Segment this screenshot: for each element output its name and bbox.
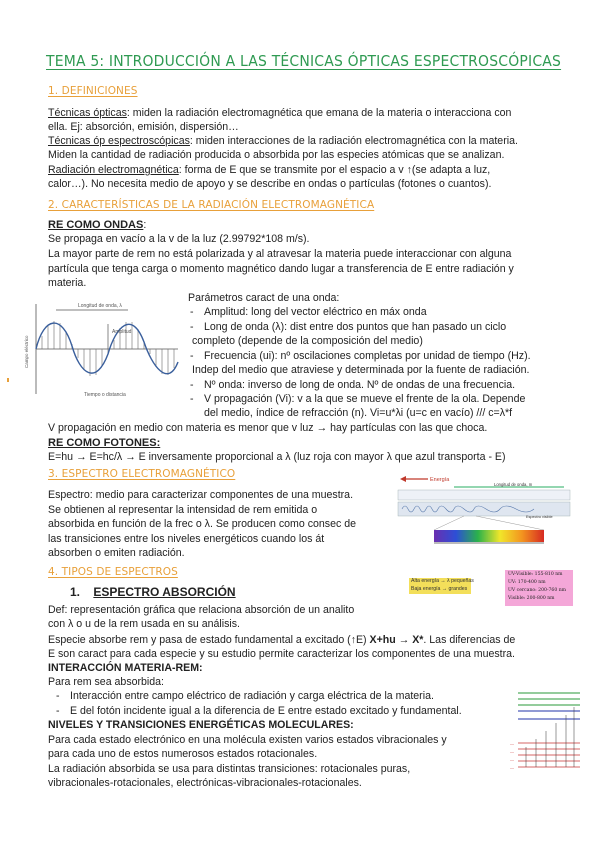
scale-bar <box>398 490 570 500</box>
absorcion-line-1: Def: representación gráfica que relaciona absorción de un analito <box>48 604 355 616</box>
ondas-line-1: Se propaga en vacío a la v de la luz (2.99792*108 m/s). <box>48 233 310 245</box>
def-line-4: Miden la cantidad de radiación producida o absorbida por las especies atómicas que se analizan. <box>48 149 505 161</box>
def-text: : miden la radiación electromagnética que emana de la materia o interacciona con <box>126 107 512 119</box>
param-longitud-onda: - Long de onda (λ): dist entre dos puntos que han pasado un ciclo <box>204 320 506 334</box>
niveles-line-4: vibracionales-rotacionales, electrónicas-vibracionales-rotacionales. <box>48 777 362 789</box>
spectrum-figure <box>394 472 572 572</box>
range-uv: UV: 170-400 nm <box>508 580 546 585</box>
ondas-colon: : <box>143 219 147 231</box>
ondas-line-3: partícula que tenga carga o momento magnético dando lugar a transferencia de E entre radiación y <box>48 263 514 275</box>
svg-text:—: — <box>510 741 514 746</box>
term-radiacion-electromagnetica: Radiación electromagnética <box>48 164 179 176</box>
zoom-line-left <box>434 516 464 530</box>
absorcion-text-end: . Las diferencias de <box>423 634 516 646</box>
niveles-line-2: para cada uno de estos numerosos estados rotacionales. <box>48 748 318 760</box>
margin-mark <box>7 378 9 382</box>
absorcion-line-2: con λ o u de la rem usada en su análisis. <box>48 618 240 630</box>
energy-levels-figure <box>508 687 586 777</box>
range-uv-cercano: UV cercano: 200-760 nm <box>508 588 567 593</box>
espectro-line-5: absorben o emiten radiación. <box>48 547 185 559</box>
niveles-line-1: Para cada estado electrónico en una molécula existen varios estados vibracionales y <box>48 734 447 746</box>
section-1-heading: 1. DEFINICIONES <box>48 85 138 97</box>
visible-scale <box>434 542 544 544</box>
section-3-heading: 3. ESPECTRO ELECTROMAGNÉTICO <box>48 468 236 480</box>
def-line-1 <box>48 106 511 120</box>
yaxis-label: Campo eléctrico <box>24 335 29 368</box>
fotones-line-1: E=hu → E=hc/λ → E inversamente proporcional a λ (luz roja con mayor λ que azul transporta - E) <box>48 451 506 463</box>
absorcion-line-3 <box>48 633 515 647</box>
interaccion-title: INTERACCIÓN MATERIA-REM: <box>48 662 203 674</box>
absorcion-line-4: E son caract para cada especie y su estudio permite caracterizar los componentes de una muestra. <box>48 648 515 660</box>
interaccion-line-1: Para rem sea absorbida: <box>48 676 165 688</box>
ondas-line-2: La mayor parte de rem no está polarizada y al atravesar la materia puede interaccionar con alguna <box>48 248 512 260</box>
niveles-line-3: La radiación absorbida se usa para distintas transiciones: rotacionales puras, <box>48 763 411 775</box>
section-2-heading: 2. CARACTERÍSTICAS DE LA RADIACIÓN ELECTROMAGNÉTICA <box>48 199 375 211</box>
range-uv-visible: UV-Visible: 155-810 nm <box>508 572 563 577</box>
svg-text:—: — <box>510 765 514 770</box>
term-tecnicas-espectroscopicas: Técnicas óp espectroscópicas <box>48 135 190 147</box>
espectro-line-4: las transiciones entre los niveles energéticos cuando los át <box>48 533 325 545</box>
param-longitud-onda-cont: completo (depende de la composición del medio) <box>192 335 423 347</box>
energy-arrowhead <box>400 476 406 482</box>
espectro-line-1: Espectro: medio para caracterizar componentes de una muestra. <box>48 489 354 501</box>
section-4-heading: 4. TIPOS DE ESPECTROS <box>48 566 178 578</box>
param-amplitud: - Amplitud: long del vector eléctrico en máx onda <box>204 305 427 319</box>
def-text: : forma de E que se transmite por el espacio a v ↑(se adapta a luz, <box>178 164 491 176</box>
def-line-2: ella. Ej: absorción, emisión, dispersión… <box>48 121 239 133</box>
spectrum-wavelength-label: Longitud de onda, m <box>494 482 533 487</box>
wave-figure <box>22 296 182 402</box>
ranges-list <box>508 571 566 603</box>
visible-label: Espectro visible <box>526 515 553 519</box>
param-velocidad-cont: del medio, índice de refracción (n). Vi=u*λi (u=c en vacío) /// c=λ*f <box>204 407 513 419</box>
param-frecuencia-cont: Indep del medio que atraviese y determinada por la fuente de radiación. <box>192 364 530 376</box>
espectro-line-2: Se obtienen al representar la intensidad de rem emitida o <box>48 504 318 516</box>
interaccion-item-2: - E del fotón incidente igual a la diferencia de E entre estado excitado y fundamental. <box>70 704 462 718</box>
page-title: TEMA 5: INTRODUCCIÓN A LAS TÉCNICAS ÓPTICAS ESPECTROSCÓPICAS <box>46 52 562 70</box>
visible-rainbow <box>434 530 544 542</box>
regions-bar <box>398 502 570 516</box>
espectro-line-3: absorbida en función de la frec o λ. Se producen como consec de <box>48 518 356 530</box>
svg-text:—: — <box>510 757 514 762</box>
energy-label: Energía <box>430 477 450 483</box>
ondas-title-line <box>48 218 146 232</box>
upper-levels <box>518 693 580 705</box>
range-visible: Visible: 200-800 nm <box>508 596 555 601</box>
sub-title: ESPECTRO ABSORCIÓN <box>93 585 236 599</box>
niveles-title: NIVELES Y TRANSICIONES ENERGÉTICAS MOLECULARES: <box>48 719 354 731</box>
param-numero-onda: - Nº onda: inverso de long de onda. Nº de ondas de una frecuencia. <box>204 378 515 392</box>
sub-number: 1. <box>70 585 81 599</box>
energy-note-2: Baja energía → grandes <box>411 586 468 592</box>
param-velocidad: - V propagación (Vi): v a la que se mueve el frente de la ola. Depende <box>204 392 525 406</box>
params-title: Parámetros caract de una onda: <box>188 292 340 304</box>
def-line-6: calor…). No necesita medio de apoyo y se describe en ondas o partículas (fotones o cuantos). <box>48 178 492 190</box>
fotones-title <box>48 436 160 450</box>
ondas-line-5: V propagación en medio con materia es menor que v luz → hay partículas con las que choca. <box>48 422 488 434</box>
svg-text:—: — <box>510 749 514 754</box>
def-text: : miden interacciones de la radiación electromagnética con la materia. <box>189 135 518 147</box>
sub-espectro-absorcion <box>70 585 236 599</box>
wave-curve <box>36 323 178 374</box>
interaccion-item-1: - Interacción entre campo eléctrico de radiación y carga eléctrica de la materia. <box>70 689 434 703</box>
def-line-5 <box>48 163 490 177</box>
wavelength-label: Longitud de onda, λ <box>78 303 122 309</box>
param-frecuencia: - Frecuencia (ui): nº oscilaciones completas por unidad de tiempo (Hz). <box>204 349 531 363</box>
energy-note-1: Alta energía → λ pequeñas <box>411 578 474 584</box>
ondas-title: RE COMO ONDAS <box>48 219 144 231</box>
transition-arrows <box>526 707 574 767</box>
xaxis-label: Tiempo o distancia <box>84 392 126 398</box>
term-tecnicas-opticas: Técnicas ópticas <box>48 107 127 119</box>
fotones-title-text: RE COMO FOTONES: <box>48 437 161 449</box>
lower-levels <box>518 743 580 767</box>
amplitude-label: Amplitud <box>112 329 132 335</box>
ondas-line-4: materia. <box>48 277 87 289</box>
absorcion-equation: X+hu → X* <box>369 634 424 646</box>
def-line-3 <box>48 134 518 148</box>
middle-levels <box>518 711 580 719</box>
level-marks <box>510 741 514 770</box>
absorcion-text: Especie absorbe rem y pasa de estado fundamental a excitado (↑E) <box>48 634 370 646</box>
